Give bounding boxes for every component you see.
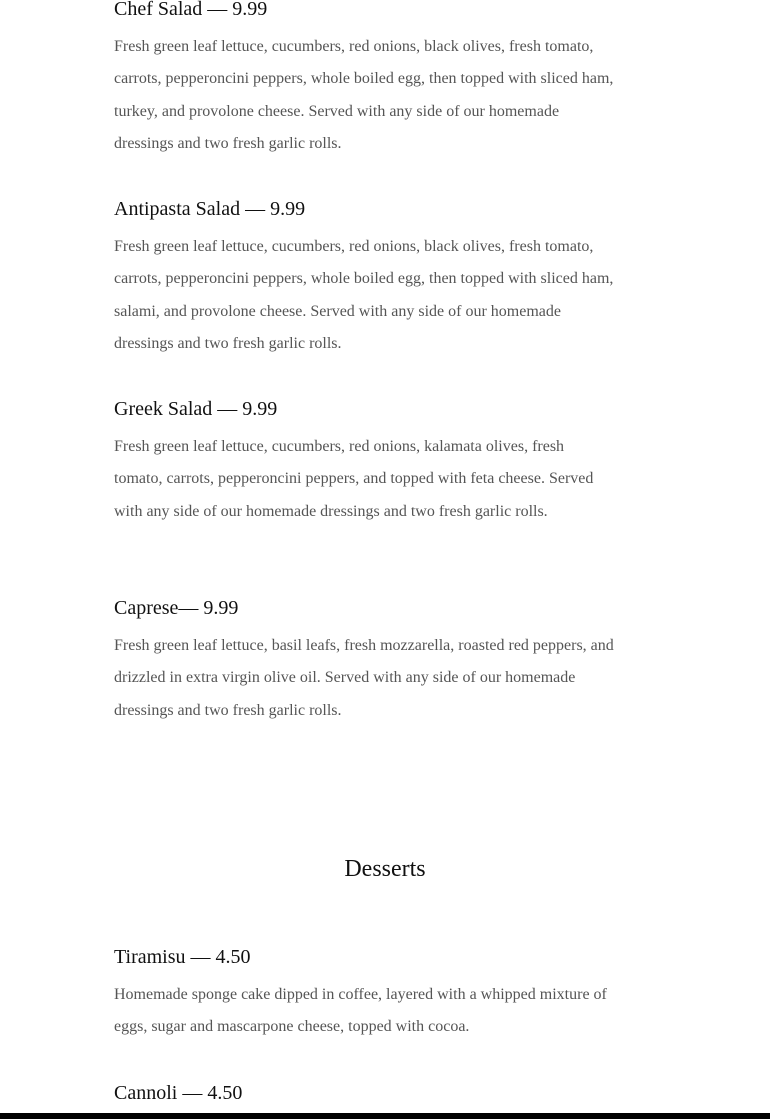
item-title: Caprese— 9.99 <box>114 597 239 619</box>
item-description: Fresh green leaf lettuce, basil leafs, fresh mozzarella, roasted red peppers, and drizzled in extra virgin olive oil. Served with any side of our homemade dressings and two fresh garlic rolls. <box>114 637 614 719</box>
menu-item-caprese <box>114 596 614 727</box>
item-description: Fresh green leaf lettuce, cucumbers, red onions, kalamata olives, fresh tomato, carrots, pepperoncini peppers, and topped with feta cheese. Served with any side of our homemade dressings and two fresh garlic rolls. <box>114 438 594 520</box>
section-heading-desserts: Desserts <box>344 856 426 882</box>
menu-item-tiramisu <box>114 945 614 1044</box>
item-description: Homemade sponge cake dipped in coffee, layered with a whipped mixture of eggs, sugar and mascarpone cheese, topped with cocoa. <box>114 986 607 1036</box>
menu-item-greek-salad <box>114 397 614 528</box>
item-title: Antipasta Salad — 9.99 <box>114 198 306 220</box>
item-description: Fresh green leaf lettuce, cucumbers, red onions, black olives, fresh tomato, carrots, pepperoncini peppers, whole boiled egg, then topped with sliced ham, turkey, and provolone cheese. Served with any side of our homemade dressings and two fresh garlic rolls. <box>114 38 614 153</box>
item-title: Chef Salad — 9.99 <box>114 0 268 20</box>
item-title: Greek Salad — 9.99 <box>114 398 278 420</box>
item-title: Cannoli — 4.50 <box>114 1082 243 1104</box>
bottom-bar <box>0 1113 770 1119</box>
item-description: Fresh green leaf lettuce, cucumbers, red onions, black olives, fresh tomato, carrots, pepperoncini peppers, whole boiled egg, then topped with sliced ham, salami, and provolone cheese. Served with any side of our homemade dressings and two fresh garlic rolls. <box>114 238 614 353</box>
menu-item-chef-salad <box>114 0 614 161</box>
menu-item-cannoli <box>114 1081 614 1105</box>
menu-item-antipasta-salad <box>114 197 614 361</box>
item-title: Tiramisu — 4.50 <box>114 946 251 968</box>
